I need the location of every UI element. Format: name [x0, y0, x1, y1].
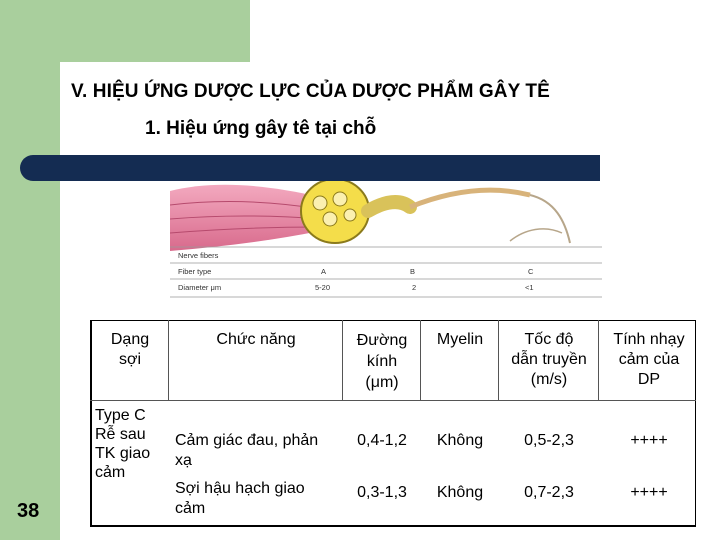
diameter-cell-row-1: 0,4-1,2	[357, 432, 407, 449]
title-rule	[20, 155, 600, 181]
slide-title: V. HIỆU ỨNG DƯỢC LỰC CỦA DƯỢC PHẨM GÂY TÊ	[71, 81, 550, 102]
speed-cell-row-2: 0,7-2,3	[524, 484, 574, 501]
page-number: 38	[17, 500, 40, 522]
diameter-cell-row-2: 0,3-1,3	[357, 484, 407, 501]
figure-row-label: Fiber type	[178, 267, 212, 276]
header-myelin: Myelin	[436, 331, 484, 348]
figure-cell-c: C	[528, 267, 534, 276]
top-accent-block	[60, 0, 250, 62]
header-function: Chức năng	[216, 331, 296, 348]
corner-notch	[60, 62, 78, 80]
speed-cell-row-1: 0,5-2,3	[524, 432, 574, 449]
table-divider	[168, 320, 169, 400]
myelin-cell-row-1: Không	[436, 432, 484, 449]
figure-row-label: Diameter μm	[178, 283, 222, 292]
nerve-bundle-section	[301, 181, 369, 243]
sensitivity-cell-row-2: ++++	[630, 484, 668, 501]
figure-cell-b: B	[410, 267, 416, 276]
table-divider	[498, 320, 499, 400]
figure-row-diameter	[170, 280, 602, 296]
figure-cell-a: 5-20	[315, 283, 331, 292]
header-conduction-speed: Tốc độ dẫn truyền (m/s)	[511, 331, 587, 388]
myelin-cell-row-2: Không	[436, 484, 484, 501]
header-fiber-type: Dạng sợi	[110, 331, 150, 368]
nerve-fiber-figure	[170, 181, 602, 299]
figure-cell-c: <1	[525, 283, 534, 292]
sensitivity-cell-row-1: ++++	[630, 432, 668, 449]
table-divider	[598, 320, 599, 400]
header-diameter: Đường kính (μm)	[356, 332, 408, 391]
figure-row-label: Nerve fibers	[178, 251, 219, 260]
figure-row-nerve-fibers	[170, 248, 602, 264]
function-cell-row-2: Sợi hậu hạch giao cảm	[175, 480, 305, 517]
slide-subtitle: 1. Hiệu ứng gây tê tại chỗ	[145, 118, 377, 139]
side-accent-band	[0, 0, 60, 540]
fiber-type-cell: Type C Rễ sau TK giao cảm	[95, 406, 171, 482]
figure-cell-b: 2	[412, 283, 417, 292]
figure-cell-a: A	[321, 267, 327, 276]
type-label: Type C	[95, 407, 146, 424]
table-header-divider	[90, 400, 696, 401]
table-divider	[420, 320, 421, 400]
table-divider	[342, 320, 343, 400]
header-sensitivity: Tính nhạy cảm của DP	[613, 331, 685, 388]
function-cell-row-1: Cảm giác đau, phản xạ	[175, 432, 319, 469]
figure-row-fiber-type	[170, 264, 602, 280]
